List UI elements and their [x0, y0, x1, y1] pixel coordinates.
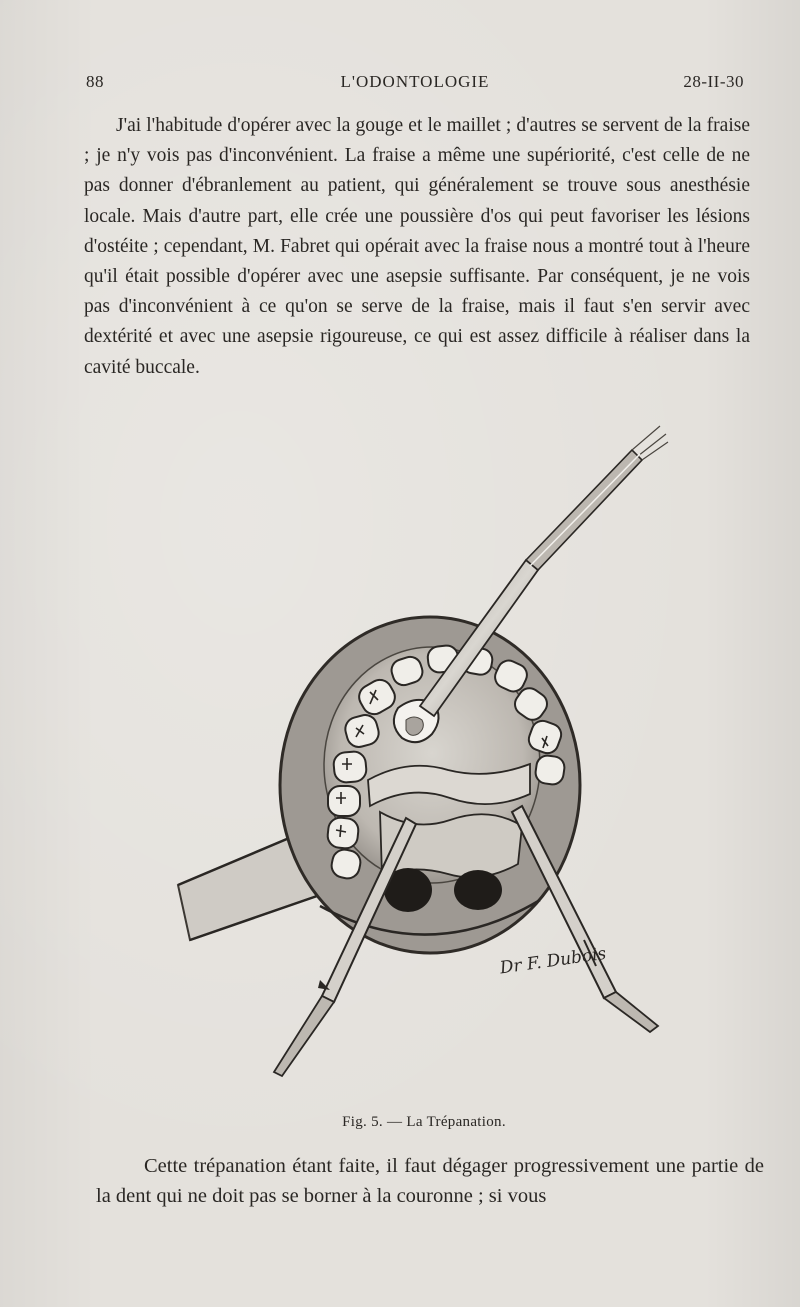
nasal-cavity-right: [454, 870, 502, 910]
right-retractor-instrument: [512, 806, 658, 1032]
running-header: [86, 72, 744, 98]
gouge-instrument: [420, 426, 668, 716]
body-paragraph-1: J'ai l'habitude d'opérer avec la gouge et le maillet ; d'autres se servent de la fraise ; je n'y vois pas d'inconvénient. La fraise a même une supériorité, c'est celle de ne pas donner d'ébranlement au patient, qui généralement se trouve sous anesthésie locale. Mais d'autre part, elle crée une poussière d'os qui peut favoriser les lésions d'ostéite ; cependant, M. Fabret qui opérait avec la fraise nous a montré tout à l'heure qu'il était possible d'opérer avec une asepsie suffisante. Par conséquent, je ne vois pas d'inconvénient à ce qu'on se serve de la fraise, mais il faut s'en servir avec dextérité et avec une asepsie rigoureuse, ce qui est assez difficile à réaliser dans la cavité buccale.: [84, 115, 750, 378]
trepanation-illustration: [170, 420, 670, 1090]
figure-caption: [0, 1114, 800, 1131]
issue-date: 28-II-30: [683, 72, 744, 91]
body-paragraph-2: Cette trépanation étant faite, il faut dégager progressivement une partie de la dent qui ne doit pas se borner à la couronne ; si vous: [96, 1155, 764, 1208]
page-number: 88: [86, 72, 104, 91]
artist-signature: Dr F. Dubois: [498, 943, 608, 979]
journal-title: L'ODONTOLOGIE: [340, 72, 490, 91]
figure-caption-text: Fig. 5. — La Trépanation.: [342, 1114, 506, 1130]
